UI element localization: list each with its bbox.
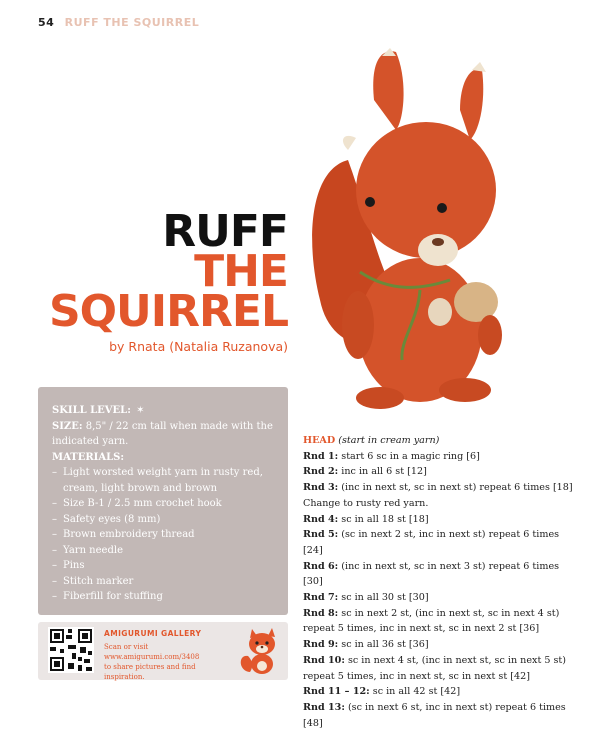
pattern-row: Rnd 4: sc in all 18 st [18]: [303, 513, 429, 525]
page-number: 54: [38, 16, 55, 29]
pattern-row: Rnd 7: sc in all 30 st [30]: [303, 592, 429, 604]
qr-code-icon[interactable]: [48, 627, 94, 673]
squirrel-mascot-icon: [238, 626, 280, 676]
pattern-row: Rnd 1: start 6 sc in a magic ring [6]: [303, 450, 480, 462]
pattern-row: Rnd 8: sc in next 2 st, (inc in next st, sc in next 4 st) repeat 5 times, inc in next st, sc in next 2 st [36]: [303, 607, 560, 635]
gallery-line-1: Scan or visit: [104, 643, 149, 651]
material-item: – Brown embroidery thread: [52, 527, 276, 543]
title-line-2: THE: [194, 246, 288, 297]
pattern-row: Rnd 13: (sc in next 6 st, inc in next st) repeat 6 times [48]: [303, 701, 566, 729]
pattern-row: Rnd 6: (inc in next st, sc in next 3 st) repeat 6 times [30]: [303, 560, 560, 588]
size-info: [52, 419, 276, 450]
pattern-row: Change to rusty red yarn.: [303, 497, 429, 509]
section-note: (start in cream yarn): [338, 435, 440, 446]
material-item: – Light worsted weight yarn in rusty red, cream, light brown and brown: [52, 465, 276, 496]
skill-label: SKILL LEVEL:: [52, 405, 131, 416]
gallery-url[interactable]: www.amigurumi.com/3408: [104, 653, 200, 661]
materials-label: MATERIALS:: [52, 451, 125, 463]
pattern-row: Rnd 10: sc in next 4 st, (inc in next st, sc in next 5 st) repeat 5 times, inc in next st, sc in next st [42]: [303, 654, 567, 682]
size-value: 8,5" / 22 cm tall when made with the indicated yarn.: [52, 420, 273, 447]
squirrel-photo: [300, 40, 530, 420]
pattern-instructions: [303, 433, 573, 731]
info-box: [38, 387, 288, 615]
gallery-line-3: to share pictures and find inspiration.: [104, 663, 196, 681]
pattern-row: Rnd 2: inc in all 6 st [12]: [303, 466, 427, 478]
pattern-row: Rnd 9: sc in all 36 st [36]: [303, 639, 429, 651]
material-item: – Yarn needle: [52, 543, 276, 559]
gallery-text: [104, 642, 234, 682]
gallery-box: [38, 622, 288, 680]
gallery-title: AMIGURUMI GALLERY: [104, 629, 202, 638]
section-label: HEAD: [303, 435, 336, 446]
title-line-1: RUFF: [162, 206, 288, 257]
running-header: [38, 16, 199, 29]
pattern-row: Rnd 11 – 12: sc in all 42 st [42]: [303, 686, 461, 698]
title-line-3: SQUIRREL: [48, 286, 288, 337]
star-icon: ✶: [136, 405, 145, 416]
size-label: SIZE:: [52, 420, 83, 432]
designer-byline: by Rnata (Natalia Ruzanova): [109, 339, 288, 354]
pattern-row: Rnd 3: (inc in next st, sc in next st) repeat 6 times [18]: [303, 482, 573, 494]
section-heading: [303, 433, 573, 449]
material-item: – Size B-1 / 2.5 mm crochet hook: [52, 496, 276, 512]
pattern-title: [48, 206, 288, 337]
material-item: – Pins: [52, 558, 276, 574]
materials-list: [52, 465, 276, 605]
material-item: – Safety eyes (8 mm): [52, 512, 276, 528]
running-title: RUFF THE SQUIRREL: [64, 16, 200, 29]
skill-level: [52, 403, 276, 419]
pattern-row: Rnd 5: (sc in next 2 st, inc in next st) repeat 6 times [24]: [303, 529, 560, 556]
material-item: – Fiberfill for stuffing: [52, 589, 276, 605]
material-item: – Stitch marker: [52, 574, 276, 590]
